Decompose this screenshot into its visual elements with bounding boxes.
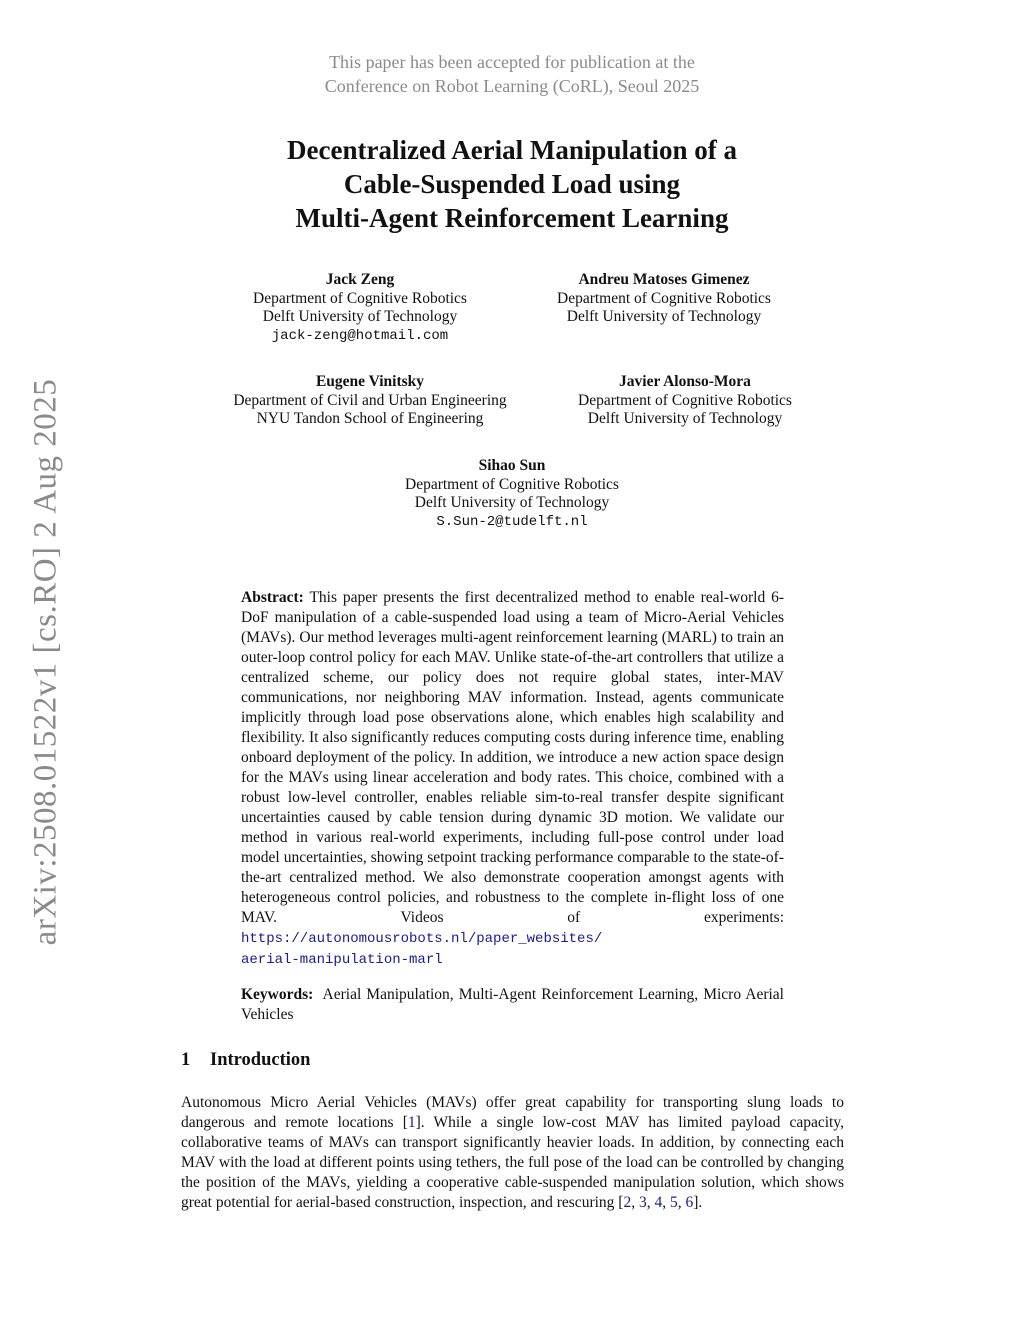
abstract-label: Abstract: [241,589,304,606]
author-inst: Delft University of Technology [566,308,762,325]
author-email[interactable]: S.Sun-2@tudelft.nl [436,513,588,530]
citation-separator: , [662,1194,670,1211]
keywords [241,985,784,1025]
author-inst: Delft University of Technology [414,494,610,511]
author-dept: Department of Cognitive Robotics [578,391,792,409]
citation-link[interactable]: 2 [623,1194,632,1211]
notice-line-1: This paper has been accepted for publication at the [329,52,695,72]
author-email[interactable]: jack-zeng@hotmail.com [271,327,449,344]
author-block [210,373,530,429]
section-heading [181,1050,310,1071]
citation-link[interactable]: 1 [407,1114,416,1131]
arxiv-stamp: arXiv:2508.01522v1 [cs.RO] 2 Aug 2025 [27,378,64,946]
intro-paragraph [181,1093,844,1213]
citation-link[interactable]: 6 [685,1194,694,1211]
citation-separator: , [646,1194,655,1211]
section-number: 1 [181,1050,191,1070]
author-dept: Department of Cognitive Robotics [253,289,467,307]
author-name: Javier Alonso-Mora [619,373,751,390]
title-line-2: Cable-Suspended Load using [343,169,681,199]
author-block [382,457,642,531]
author-inst: Delft University of Technology [262,308,458,325]
author-dept: Department of Cognitive Robotics [405,475,619,493]
citation-link[interactable]: 4 [654,1194,663,1211]
author-dept: Department of Cognitive Robotics [557,289,771,307]
section-title: Introduction [210,1050,311,1070]
author-block [230,271,490,345]
author-name: Sihao Sun [478,457,546,474]
notice-line-2: Conference on Robot Learning (CoRL), Seoul 2025 [324,76,700,96]
citation-link[interactable]: 5 [669,1194,678,1211]
author-inst: NYU Tandon School of Engineering [256,410,484,427]
keywords-text: Aerial Manipulation, Multi-Agent Reinforcement Learning, Micro Aerial Vehicles [241,986,784,1023]
intro-text-2: ]. While a single low-cost MAV has limited payload capacity, collaborative teams of MAVs can transport significantly heavier loads. In addition, by connecting each MAV with the load at different points using tethers, the full pose of the load can be controlled by changing the position of the MAVs, yielding a cooperative cable-suspended manipulation solution, which shows great potential for aerial-based construction, inspection, and rescuring [ [181,1114,844,1211]
author-name: Andreu Matoses Gimenez [578,271,750,288]
citation-separator: , [631,1194,639,1211]
paper-title [0,133,1024,235]
abstract-text: This paper presents the first decentralized method to enable real-world 6-DoF manipulation of a cable-suspended load using a team of Micro-Aerial Vehicles (MAVs). Our method leverages multi-agent reinforcement learning (MARL) to train an outer-loop control policy for each MAV. Unlike state-of-the-art controllers that utilize a centralized scheme, our policy does not require global states, inter-MAV communications, nor neighboring MAV information. Instead, agents communicate implicitly through load pose observations alone, which enables high scalability and flexibility. It also significantly reduces computing costs during inference time, enabling onboard deployment of the policy. In addition, we introduce a new action space design for the MAVs using linear acceleration and body rates. This choice, combined with a robust low-level controller, enables reliable sim-to-real transfer despite significant uncertainties caused by cable tension during dynamic 3D motion. We validate our method in various real-world experiments, including full-pose control under load model uncertainties, showing setpoint tracking performance comparable to the state-of-the-art centralized method. We also demonstrate cooperation amongst agents with heterogeneous control policies, and robustness to the complete in-flight loss of one MAV. Videos of experiments: [241,589,784,926]
video-link-part-2[interactable]: aerial-manipulation-marl [241,952,443,968]
author-block [534,271,794,327]
title-line-3: Multi-Agent Reinforcement Learning [295,203,729,233]
title-line-1: Decentralized Aerial Manipulation of a [287,135,737,165]
author-dept: Department of Civil and Urban Engineering [233,391,507,409]
video-link[interactable] [241,931,602,968]
author-block [555,373,815,429]
intro-text: Autonomous Micro Aerial Vehicles (MAVs) offer great capability for transporting slung loads to dangerous and remote locations [ [181,1094,844,1131]
intro-end: ]. [693,1194,703,1211]
abstract [241,588,784,970]
citation-separator: , [677,1194,686,1211]
author-inst: Delft University of Technology [587,410,783,427]
publication-notice [0,50,1024,98]
author-name: Jack Zeng [325,271,395,288]
author-name: Eugene Vinitsky [315,373,425,390]
citation-link[interactable]: 3 [638,1194,647,1211]
video-link-part-1[interactable]: https://autonomousrobots.nl/paper_websites/ [241,931,603,947]
keywords-label: Keywords: [241,986,314,1003]
